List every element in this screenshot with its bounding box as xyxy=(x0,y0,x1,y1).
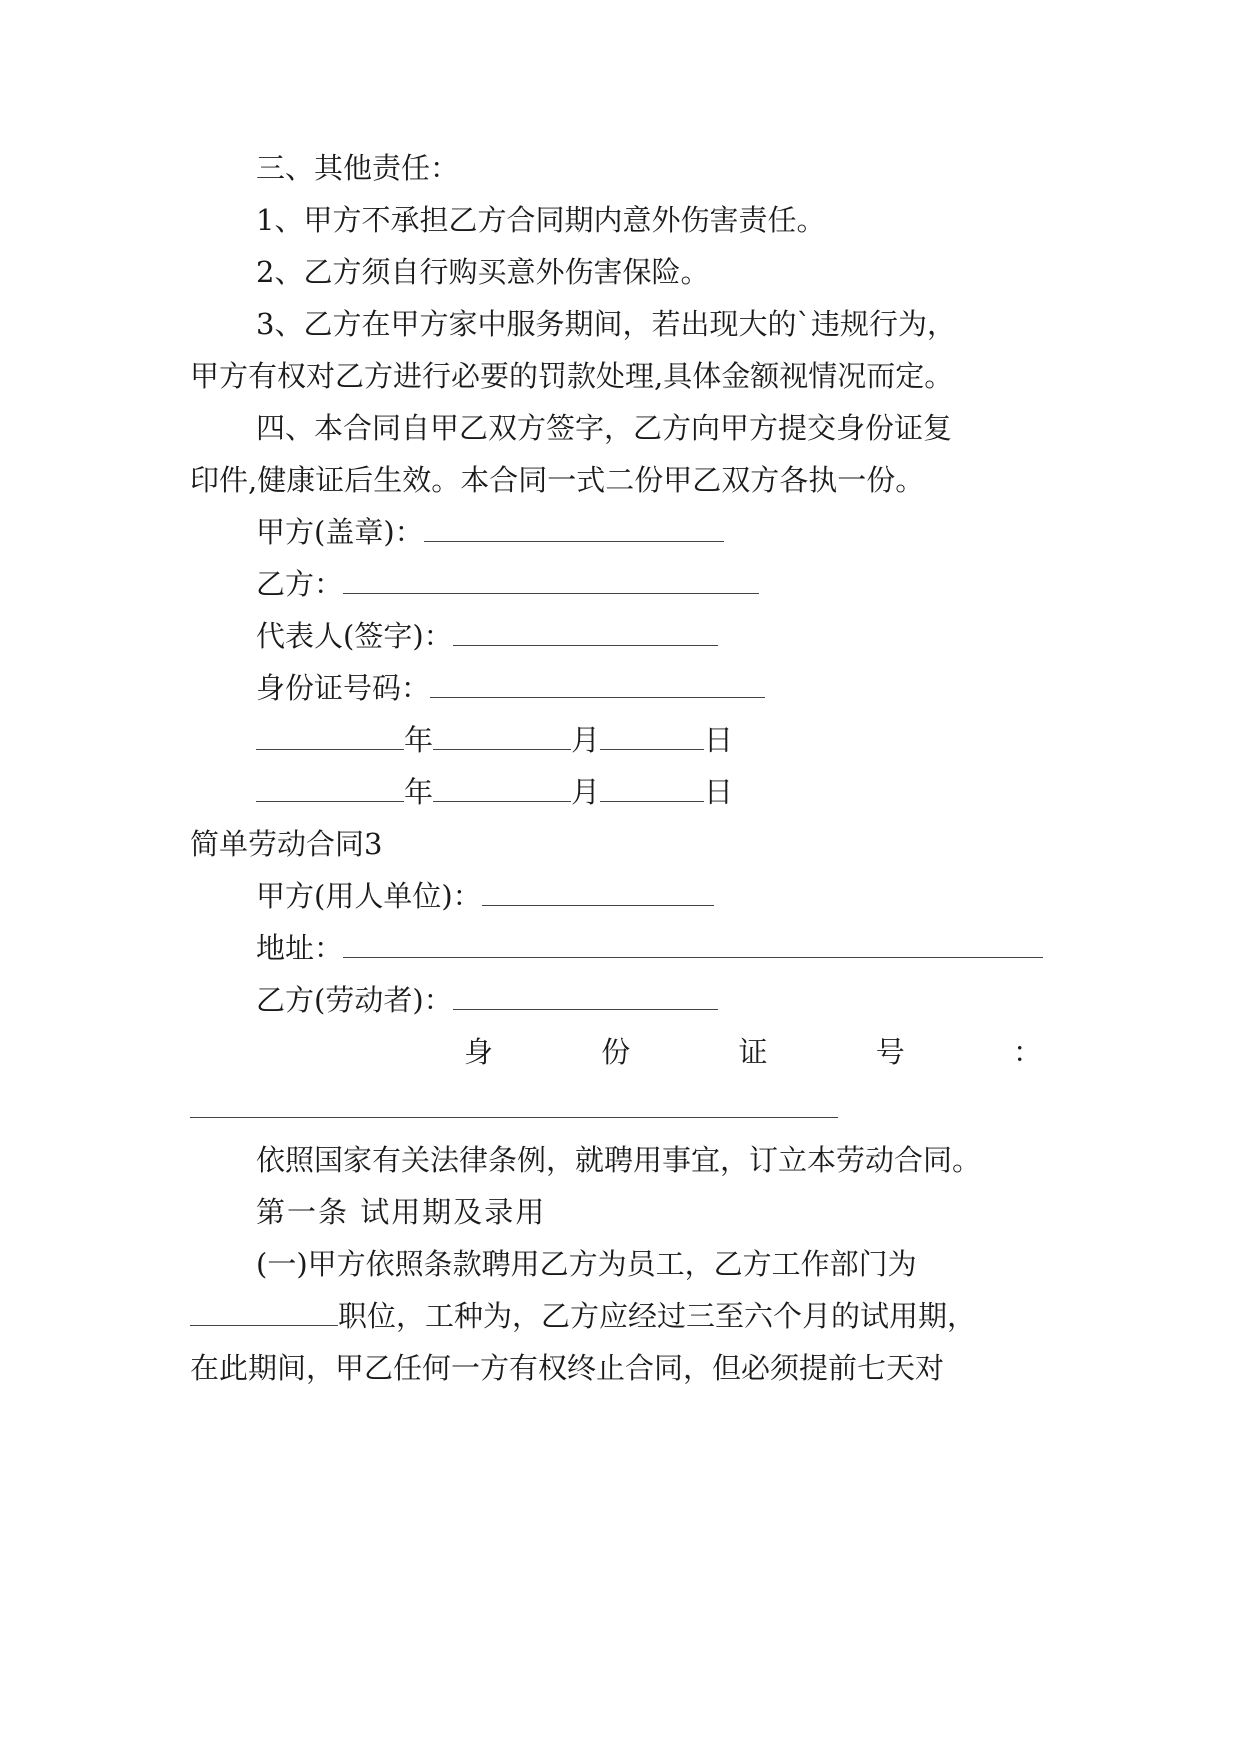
clause-text: 3、乙方在甲方家中服务期间，若出现大的`违规行为， xyxy=(256,307,956,341)
party-a-seal-blank[interactable] xyxy=(424,515,724,542)
section-heading-other-duties: 三、其他责任： xyxy=(256,151,460,185)
day-blank[interactable] xyxy=(600,775,704,802)
id-number-label-spread xyxy=(464,1032,1042,1072)
signature-party-b xyxy=(256,564,1126,604)
id-char: 份 xyxy=(601,1035,631,1069)
id-number-line xyxy=(190,1088,1060,1128)
year-label: 年 xyxy=(404,775,434,809)
address-blank[interactable] xyxy=(343,931,1043,958)
id-char: ： xyxy=(1012,1035,1042,1069)
employer-blank[interactable] xyxy=(482,879,714,906)
employee-blank[interactable] xyxy=(453,983,718,1010)
month-label: 月 xyxy=(571,775,601,809)
employer-field xyxy=(256,876,1126,916)
signature-representative xyxy=(256,616,1126,656)
id-char: 身 xyxy=(464,1035,494,1069)
id-number-blank[interactable] xyxy=(190,1091,838,1118)
clause-text: 1、甲方不承担乙方合同期内意外伤害责任。 xyxy=(256,203,826,237)
day-label: 日 xyxy=(704,723,734,757)
signature-party-a-label: 甲方(盖章)： xyxy=(256,515,424,549)
clause-text: 印件,健康证后生效。本合同一式二份甲乙双方各执一份。 xyxy=(190,463,925,497)
contract-heading: 简单劳动合同3 xyxy=(190,827,383,861)
address-field xyxy=(256,928,1126,968)
id-char: 证 xyxy=(738,1035,768,1069)
clause-text: 职位，工种为，乙方应经过三至六个月的试用期， xyxy=(338,1299,977,1333)
day-blank[interactable] xyxy=(600,723,704,750)
clause-text: 在此期间，甲乙任何一方有权终止合同，但必须提前七天对 xyxy=(190,1351,945,1385)
address-label: 地址： xyxy=(256,931,344,965)
clause-text: 甲方有权对乙方进行必要的罚款处理,具体金额视情况而定。 xyxy=(190,359,954,393)
representative-blank[interactable] xyxy=(453,619,718,646)
clause-text-with-blank xyxy=(190,1296,1060,1336)
representative-label: 代表人(签字)： xyxy=(256,619,453,653)
clause-text: 四、本合同自甲乙双方签字，乙方向甲方提交身份证复 xyxy=(256,411,953,445)
date-line xyxy=(256,772,1126,812)
id-number-label: 身份证号码： xyxy=(256,671,431,705)
employer-label: 甲方(用人单位)： xyxy=(256,879,482,913)
clause-text: 2、乙方须自行购买意外伤害保险。 xyxy=(256,255,710,289)
employee-field xyxy=(256,980,1126,1020)
employee-label: 乙方(劳动者)： xyxy=(256,983,453,1017)
party-b-blank[interactable] xyxy=(343,567,759,594)
month-blank[interactable] xyxy=(433,775,571,802)
id-char: 号 xyxy=(875,1035,905,1069)
day-label: 日 xyxy=(704,775,734,809)
signature-party-a xyxy=(256,512,1126,552)
id-number-blank[interactable] xyxy=(430,671,765,698)
month-blank[interactable] xyxy=(433,723,571,750)
year-blank[interactable] xyxy=(256,723,404,750)
year-label: 年 xyxy=(404,723,434,757)
clause-text: (一)甲方依照条款聘用乙方为员工，乙方工作部门为 xyxy=(256,1247,917,1281)
date-line xyxy=(256,720,1126,760)
department-blank[interactable] xyxy=(190,1299,338,1326)
intro-text: 依照国家有关法律条例，就聘用事宜，订立本劳动合同。 xyxy=(256,1143,982,1177)
article-heading: 第一条 试用期及录用 xyxy=(256,1195,547,1229)
signature-party-b-label: 乙方： xyxy=(256,567,344,601)
signature-id-number xyxy=(256,668,1126,708)
month-label: 月 xyxy=(571,723,601,757)
year-blank[interactable] xyxy=(256,775,404,802)
